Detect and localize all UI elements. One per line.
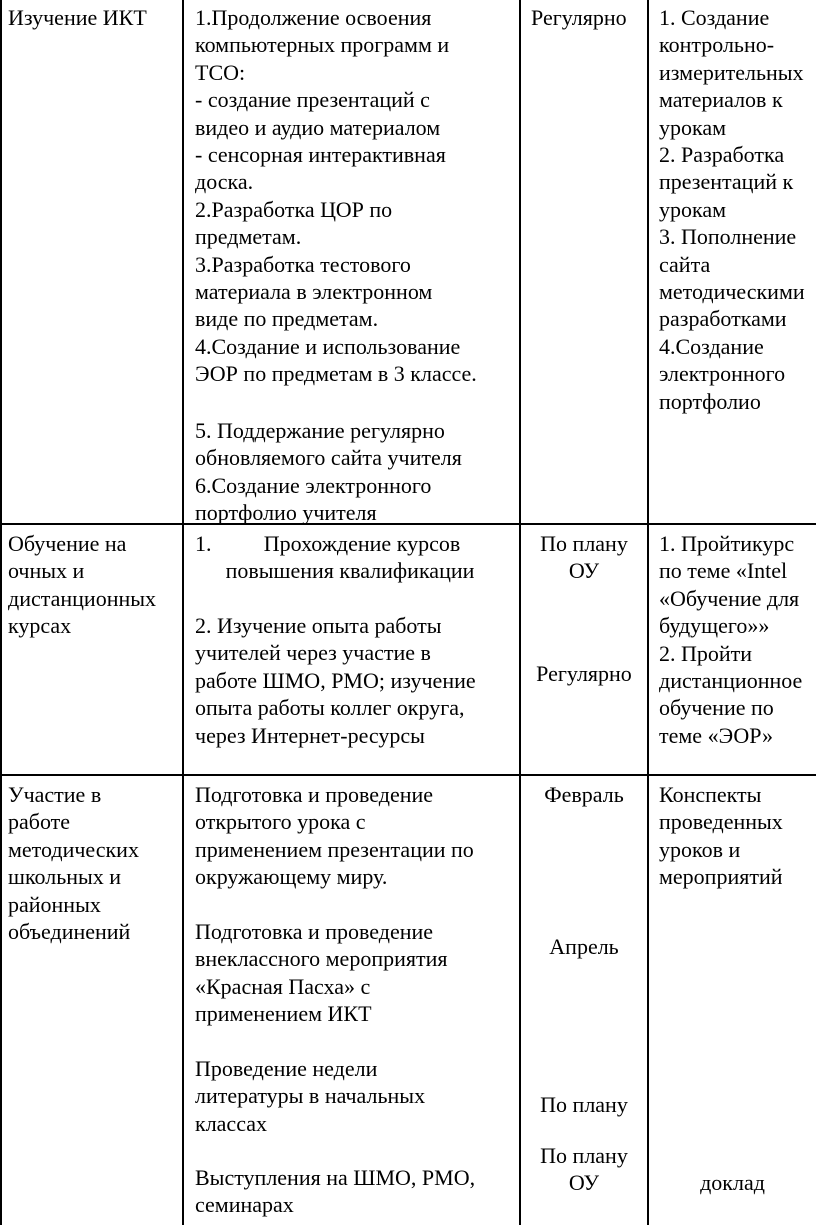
row1-result-line: контрольно- bbox=[659, 32, 775, 58]
row3-activity-line: Подготовка и проведение bbox=[195, 782, 434, 807]
row3-result-line: уроков и bbox=[659, 836, 741, 862]
row3-timing-line: По плану bbox=[540, 1092, 628, 1117]
row3-activity-4 bbox=[195, 1164, 475, 1219]
row3-activity-3 bbox=[195, 1055, 425, 1137]
row3-activity-line: окружающему миру. bbox=[195, 864, 388, 890]
row3-result-line: доклад bbox=[700, 1170, 765, 1195]
column-divider-3 bbox=[647, 0, 649, 1225]
row2-timing-1-line: По плану bbox=[540, 531, 628, 556]
row2-result-line: будущего»» bbox=[659, 613, 770, 639]
row3-activity-line: «Красная Пасха» с bbox=[195, 973, 371, 999]
row3-activity-2 bbox=[195, 918, 448, 1028]
row2-result-line: дистанционное bbox=[659, 668, 803, 694]
row3-timing-line: По плану bbox=[540, 1143, 628, 1168]
row2-result-line: обучение по bbox=[659, 695, 774, 721]
row2-activity-1-line: Прохождение курсов bbox=[263, 531, 461, 556]
row2-activity-1 bbox=[195, 530, 505, 585]
row1-result-line: 2. Разработка bbox=[659, 142, 785, 168]
row1-activity-line: предметам. bbox=[195, 224, 302, 250]
row1-result-line: 3. Пополнение bbox=[659, 224, 797, 250]
row1-activity-line: виде по предметам. bbox=[195, 306, 379, 332]
row3-activity-line: применением ИКТ bbox=[195, 1001, 372, 1027]
row1-activity-line: доска. bbox=[195, 169, 254, 195]
row3-activity-line: внеклассного мероприятия bbox=[195, 946, 448, 972]
row2-activity-2-line: опыта работы коллег округа, bbox=[195, 695, 465, 721]
row1-activity-line: 4.Создание и использование bbox=[195, 333, 461, 359]
row1-activity-line: 5. Поддержание регулярно bbox=[195, 418, 445, 443]
row2-activity-1-number: 1. bbox=[195, 531, 212, 556]
row2-result-line: 2. Пройти bbox=[659, 640, 753, 666]
row1-result-line: портфолио bbox=[659, 388, 761, 414]
row2-topic-cell bbox=[8, 530, 156, 640]
row1-result-line: 4.Создание bbox=[659, 333, 764, 359]
row3-topic-line: Участие в bbox=[8, 782, 102, 807]
row2-activity-2-line: учителей через участие в bbox=[195, 640, 431, 666]
row3-results-2 bbox=[649, 1169, 816, 1196]
row2-timing-2 bbox=[521, 660, 647, 687]
row1-result-line: урокам bbox=[659, 114, 727, 140]
row2-result-line: теме «ЭОР» bbox=[659, 722, 774, 748]
row-divider-2 bbox=[0, 774, 816, 776]
row1-topic: Изучение ИКТ bbox=[8, 5, 147, 30]
row3-timing-line: Апрель bbox=[549, 934, 619, 959]
row3-result-line: мероприятий bbox=[659, 864, 783, 890]
row2-topic-line: Обучение на bbox=[8, 531, 127, 556]
row3-activity-line: Подготовка и проведение bbox=[195, 919, 434, 944]
row1-result-line: презентаций к bbox=[659, 169, 794, 195]
row1-result-line: материалов к bbox=[659, 87, 783, 113]
row1-activity-line: видео и аудио материалом bbox=[195, 114, 441, 140]
row3-timing-line: ОУ bbox=[568, 1170, 600, 1196]
row3-timing-2 bbox=[521, 933, 647, 960]
row2-activity-2 bbox=[195, 612, 476, 749]
row2-activity-2-line: работе ШМО, РМО; изучение bbox=[195, 667, 476, 693]
row3-timing-line: Февраль bbox=[544, 782, 624, 807]
row2-topic-line: дистанционных bbox=[8, 585, 157, 611]
row2-activity-1-line: повышения квалификации bbox=[225, 558, 475, 584]
row3-result-line: проведенных bbox=[659, 809, 783, 835]
row1-result-line: методическими bbox=[659, 279, 805, 305]
row3-timing-4 bbox=[521, 1142, 647, 1197]
row1-activities-cell bbox=[195, 4, 477, 388]
row1-activity-line: ЭОР по предметам в 3 классе. bbox=[195, 361, 477, 387]
row3-topic-line: районных bbox=[8, 891, 101, 917]
row1-activity-line: компьютерных программ и bbox=[195, 32, 450, 58]
row3-activity-line: семинарах bbox=[195, 1192, 294, 1218]
row2-result-line: 1. Пройтикурс bbox=[659, 531, 795, 556]
row1-activities-cell-2 bbox=[195, 417, 462, 527]
row1-result-line: урокам bbox=[659, 196, 727, 222]
row2-result-line: «Обучение для bbox=[659, 585, 800, 611]
row2-result-line: по теме «Intel bbox=[659, 558, 788, 584]
row3-activity-1 bbox=[195, 781, 474, 891]
row1-activity-line: 1.Продолжение освоения bbox=[195, 5, 432, 30]
row3-result-line: Конспекты bbox=[659, 782, 762, 807]
row3-topic-line: объединений bbox=[8, 919, 131, 945]
row2-results-cell bbox=[659, 530, 802, 749]
row1-activity-line: - сенсорная интерактивная bbox=[195, 142, 446, 168]
row3-activity-line: классах bbox=[195, 1110, 267, 1136]
row1-activity-line: обновляемого сайта учителя bbox=[195, 445, 462, 471]
table-border-left bbox=[0, 0, 2, 1225]
row2-timing-1 bbox=[521, 530, 647, 585]
row3-activity-line: открытого урока с bbox=[195, 809, 366, 835]
row1-result-line: 1. Создание bbox=[659, 5, 770, 30]
row1-result-line: сайта bbox=[659, 251, 711, 277]
row3-topic-cell bbox=[8, 781, 139, 945]
row3-topic-line: школьных и bbox=[8, 864, 122, 890]
row3-activity-line: литературы в начальных bbox=[195, 1083, 426, 1109]
row3-activity-line: Проведение недели bbox=[195, 1056, 378, 1081]
row2-topic-line: очных и bbox=[8, 558, 85, 584]
row1-activity-line: портфолио учителя bbox=[195, 500, 377, 526]
row1-activity-line: 6.Создание электронного bbox=[195, 472, 432, 498]
row3-timing-3 bbox=[521, 1091, 647, 1118]
row3-activity-line: применением презентации по bbox=[195, 836, 474, 862]
row1-activity-line: ТСО: bbox=[195, 59, 246, 85]
row2-activity-2-line: 2. Изучение опыта работы bbox=[195, 613, 442, 638]
row1-activity-line: материала в электронном bbox=[195, 279, 433, 305]
row1-timing: Регулярно bbox=[531, 5, 627, 30]
row1-result-line: электронного bbox=[659, 361, 786, 387]
row3-timing-1 bbox=[521, 781, 647, 808]
row1-activity-line: - создание презентаций с bbox=[195, 87, 430, 113]
row3-results-1 bbox=[659, 781, 783, 891]
row3-topic-line: работе bbox=[8, 809, 71, 835]
column-divider-2 bbox=[519, 0, 521, 1225]
row2-activity-2-line: через Интернет-ресурсы bbox=[195, 722, 425, 748]
row3-topic-line: методических bbox=[8, 836, 139, 862]
column-divider-1 bbox=[182, 0, 184, 1225]
row1-activity-line: 3.Разработка тестового bbox=[195, 251, 411, 277]
row1-topic-cell bbox=[8, 4, 147, 31]
row2-timing-1-line: ОУ bbox=[568, 558, 600, 584]
row2-timing-2-line: Регулярно bbox=[536, 661, 632, 686]
row1-activity-line: 2.Разработка ЦОР по bbox=[195, 196, 393, 222]
row1-result-line: измерительных bbox=[659, 59, 804, 85]
row2-topic-line: курсах bbox=[8, 613, 72, 639]
row1-result-line: разработками bbox=[659, 306, 787, 332]
row3-activity-line: Выступления на ШМО, РМО, bbox=[195, 1165, 476, 1190]
row1-timing-cell bbox=[531, 4, 627, 31]
row1-results-cell bbox=[659, 4, 805, 415]
